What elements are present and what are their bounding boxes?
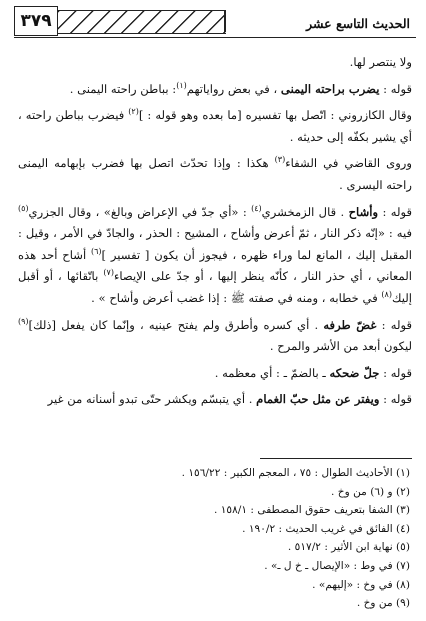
footnote-ref[interactable]: (٢) (128, 107, 139, 117)
page-number: ٣٧٩ (14, 6, 58, 36)
text-run: وقال الكازروني : اتّصل بها تفسيره [ما بعده وهو قوله : ] (138, 108, 412, 123)
footnote-ref[interactable]: (٤) (251, 203, 262, 213)
lemma: يضرب براحته اليمنى (280, 81, 380, 96)
main-text (18, 52, 412, 416)
text-run: فيه : «إنّه ذكر النار ، ثمّ أعرض وأشاح ، المشيح : الحذر ، والجادّ في الأمر ، وقيل : المقبل إليك ، المانع لما وراء ظهره ، فيجوز أن يكون [ تفسير ] (18, 226, 412, 262)
text-run: ـ بالضمّ ـ : أي معظمه . (214, 365, 330, 380)
text-run: هكذا : وإذا تحدّث اتصل بها فضرب بإبهامه اليمنى راحته اليسرى . (18, 156, 412, 192)
footnote-item: (٧) في وط : «الإيصال ـ خ ل ـ» . (264, 559, 410, 572)
footnotes (40, 464, 410, 613)
text-run: وروى القاضي في الشفاء (285, 156, 412, 171)
footnote-item: (٣) الشفا بتعريف حقوق المصطفى : ١٥٨/١ . (213, 504, 410, 517)
footnote-ref[interactable]: (٩) (18, 316, 29, 326)
text-run: . أي يتبسّم ويكشر حتّى تبدو أسنانه من غير (47, 392, 257, 407)
header-hatch-ornament (58, 10, 226, 34)
paragraph-7 (18, 363, 412, 385)
text-run: . قال الزمخشري (261, 204, 349, 219)
footnote-item: (٤) الفائق في غريب الحديث : ١٩٠/٢ . (242, 522, 410, 535)
paragraph-8 (18, 389, 412, 411)
text-run: ، في بعض رواياتهم (186, 81, 281, 96)
footnote-ref[interactable]: (٥) (18, 203, 29, 213)
text-run: في خطابه ، ومنه في صفته ﷺ : إذا غضب أعرض وأشاح » . (91, 290, 382, 305)
text-run: باتّقائها ، أو أقبل إليك (18, 269, 412, 305)
running-header (14, 6, 416, 36)
text-run: : بباطن راحته اليمنى . (69, 81, 177, 96)
lemma-intro: قوله : (379, 81, 412, 96)
lemma-intro: قوله : (379, 392, 412, 407)
footnote-item: (٨) في وخ : «إليهم» . (312, 578, 410, 591)
footnote-ref[interactable]: (٣) (274, 155, 286, 165)
lemma-intro: قوله : (376, 317, 413, 332)
paragraph-3 (18, 105, 412, 148)
footnote-item: (٥) نهاية ابن الأثير : ٥١٧/٢ . (287, 541, 410, 554)
text-run: ليكون أبعد من الأشر والمرح . (269, 339, 412, 354)
footnote-ref[interactable]: (٨) (381, 290, 392, 300)
footnote-item: (١) الأحاديث الطوال : ٧٥ ، المعجم الكبير : ١٥٦/٢٢ . (181, 467, 410, 479)
lemma: غضّ طرفه (323, 317, 377, 332)
paragraph-5 (18, 202, 412, 310)
text-run: . أي كسره وأطرق ولم يفتح عينيه ، وإنّما كان يفعل [ذلك] (28, 317, 324, 332)
footnote-ref[interactable]: (٧) (103, 268, 114, 278)
paragraph-1: ولا ينتصر لها. (349, 55, 412, 69)
text-run: : «أي جدّ في الإعراض وبالغ» ، وقال الجزري (28, 204, 252, 219)
lemma: ويفتر عن مثل حبّ الغمام (256, 392, 380, 407)
lemma: جلّ ضحكه (329, 365, 380, 380)
paragraph-6 (18, 315, 412, 358)
lemma: وأشاح (348, 204, 379, 219)
chapter-title: الحديث التاسع عشر (306, 16, 410, 31)
footnote-item: (٩) من وخ . (356, 597, 410, 610)
paragraph-2 (18, 79, 412, 101)
lemma-intro: قوله : (378, 204, 413, 219)
footnote-ref[interactable]: (١) (176, 80, 187, 90)
footnote-separator (260, 458, 412, 459)
lemma-intro: قوله : (379, 365, 412, 380)
text-run: أشاح أحد هذه المعاني ، أي حذر النار ، كأنّه ينظر إليها ، أو جدّ على الإيصاء (18, 247, 412, 284)
header-hatch-border (224, 10, 226, 32)
footnote-item: (٢) و (٦) من وخ . (331, 485, 410, 498)
text-run: فيضرب بباطن راحته ، أي يشير بكفّه إلى حديثه . (18, 108, 412, 144)
paragraph-4 (18, 153, 412, 196)
footnote-ref[interactable]: (٦) (91, 246, 102, 256)
header-rule (14, 37, 416, 38)
